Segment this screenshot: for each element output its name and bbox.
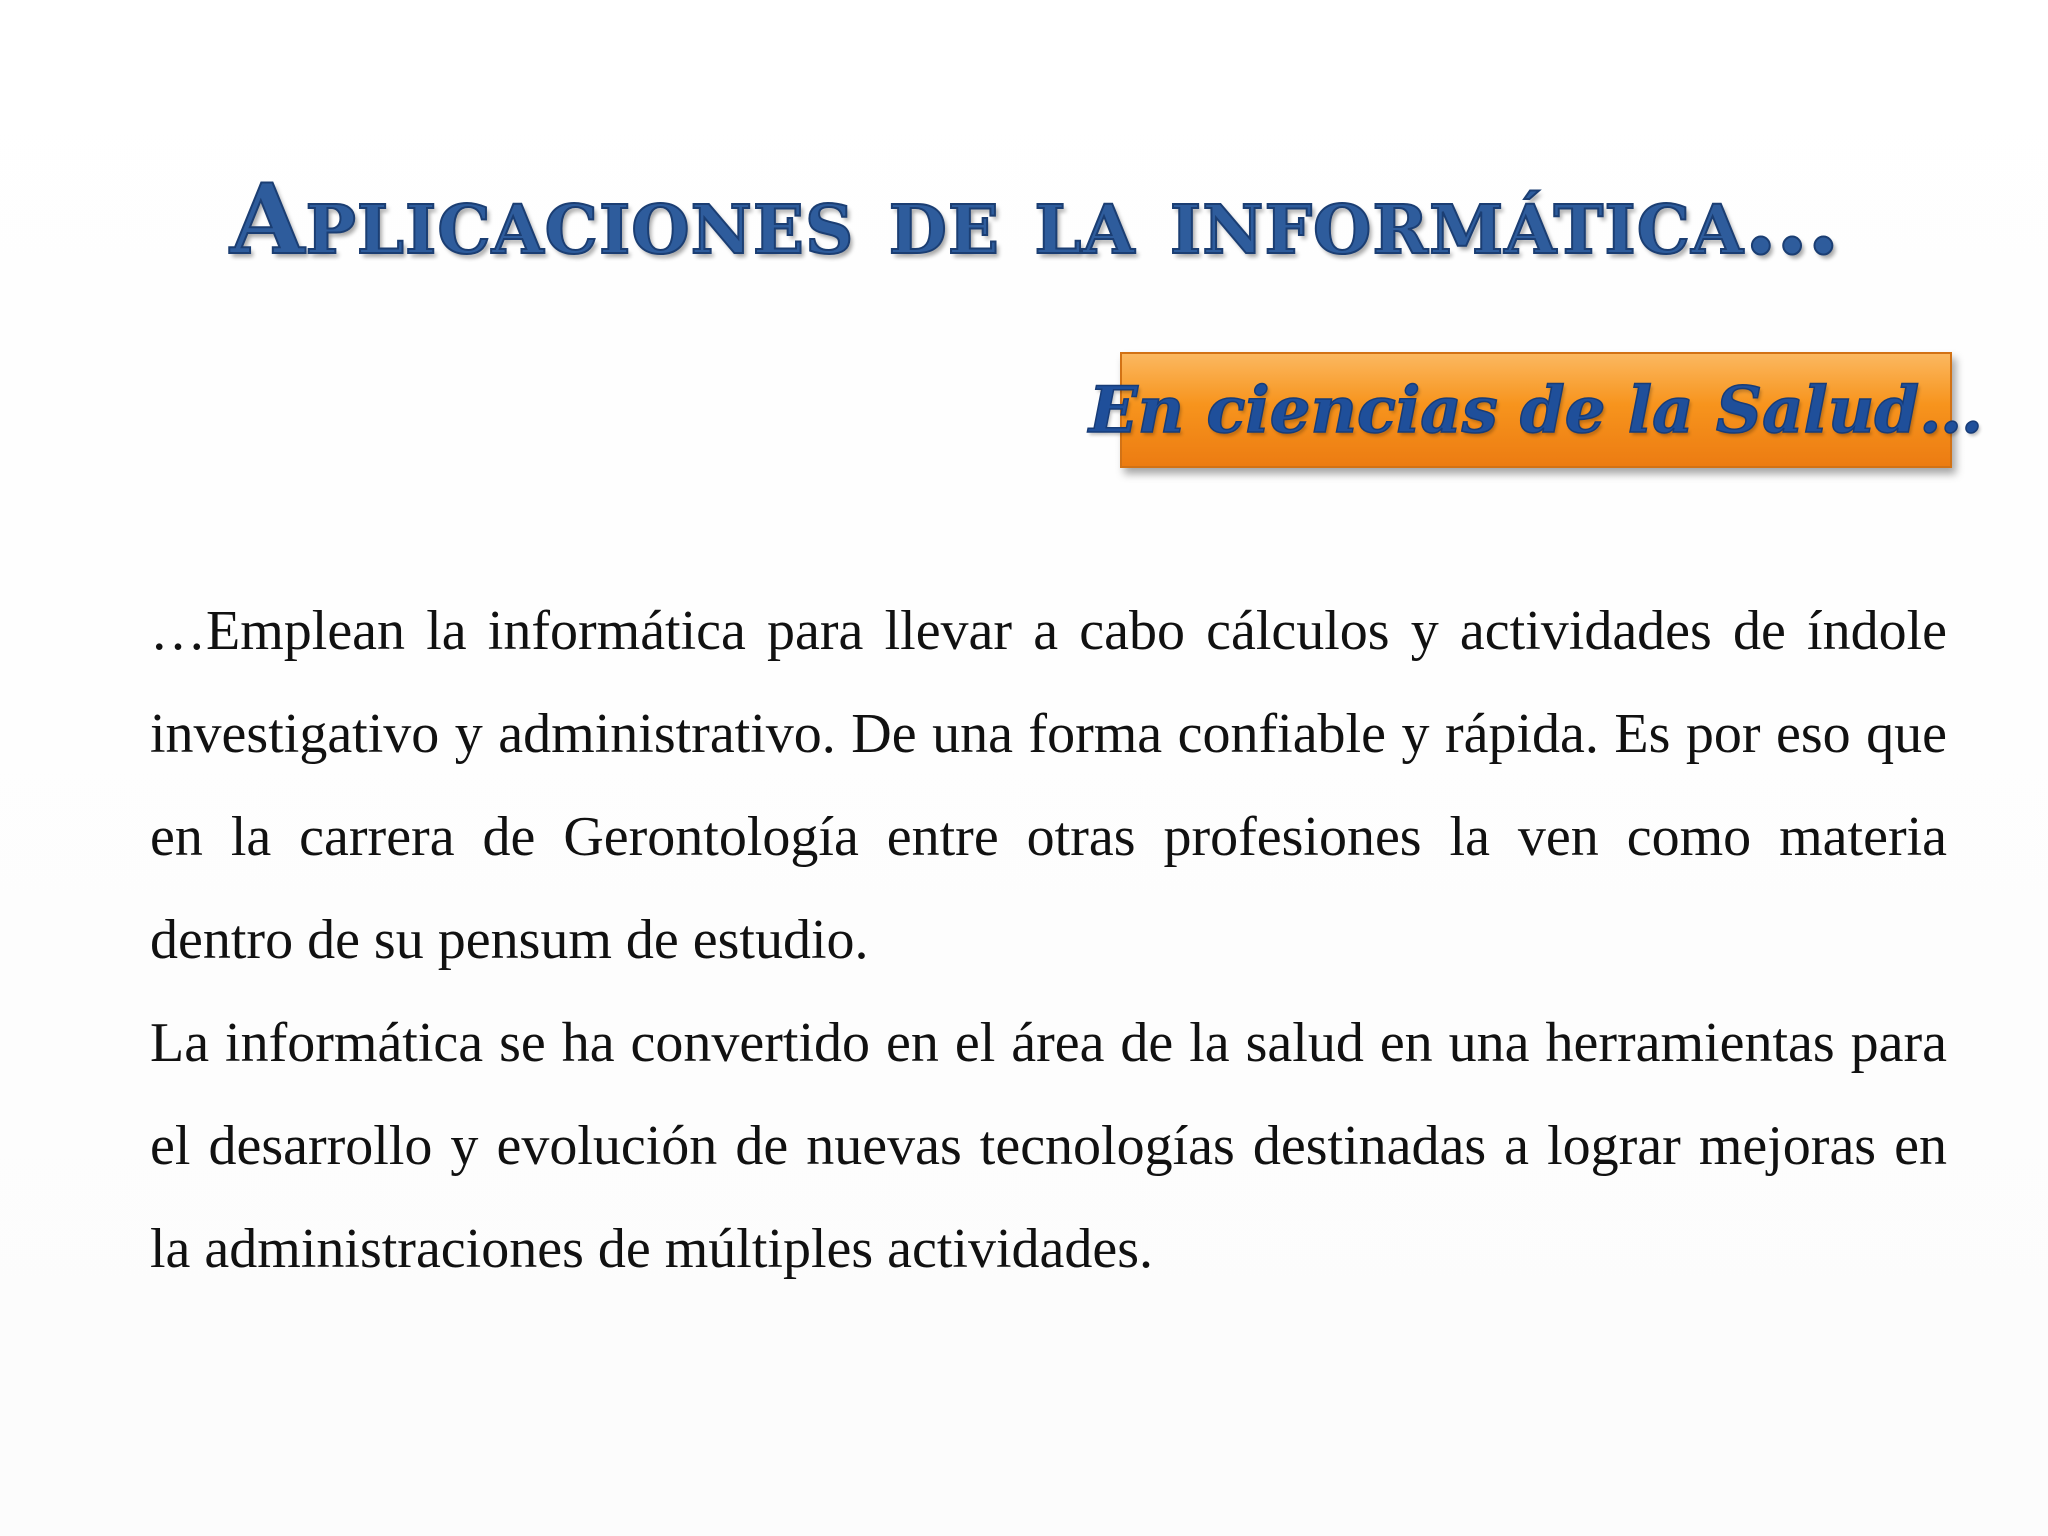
body-paragraph-1: …Emplean la informática para llevar a cabo cálculos y actividades de índole investigativo y administrativo. De una forma confiable y rápida. Es por eso que en la carrera de Gerontología entre otras profesiones la ven como materia dentro de su pensum de estudio.	[150, 600, 1947, 971]
slide-body	[150, 580, 1947, 1301]
subtitle-banner	[1088, 352, 1984, 468]
slide-title: Aplicaciones de la informática…	[230, 163, 1842, 276]
subtitle-text: En ciencias de la Salud…	[1088, 372, 1984, 448]
body-paragraph-2: La informática se ha convertido en el área de la salud en una herramientas para el desarrollo y evolución de nuevas tecnologías destinadas a lograr mejoras en la administraciones de múltiples actividades.	[150, 1012, 1947, 1280]
